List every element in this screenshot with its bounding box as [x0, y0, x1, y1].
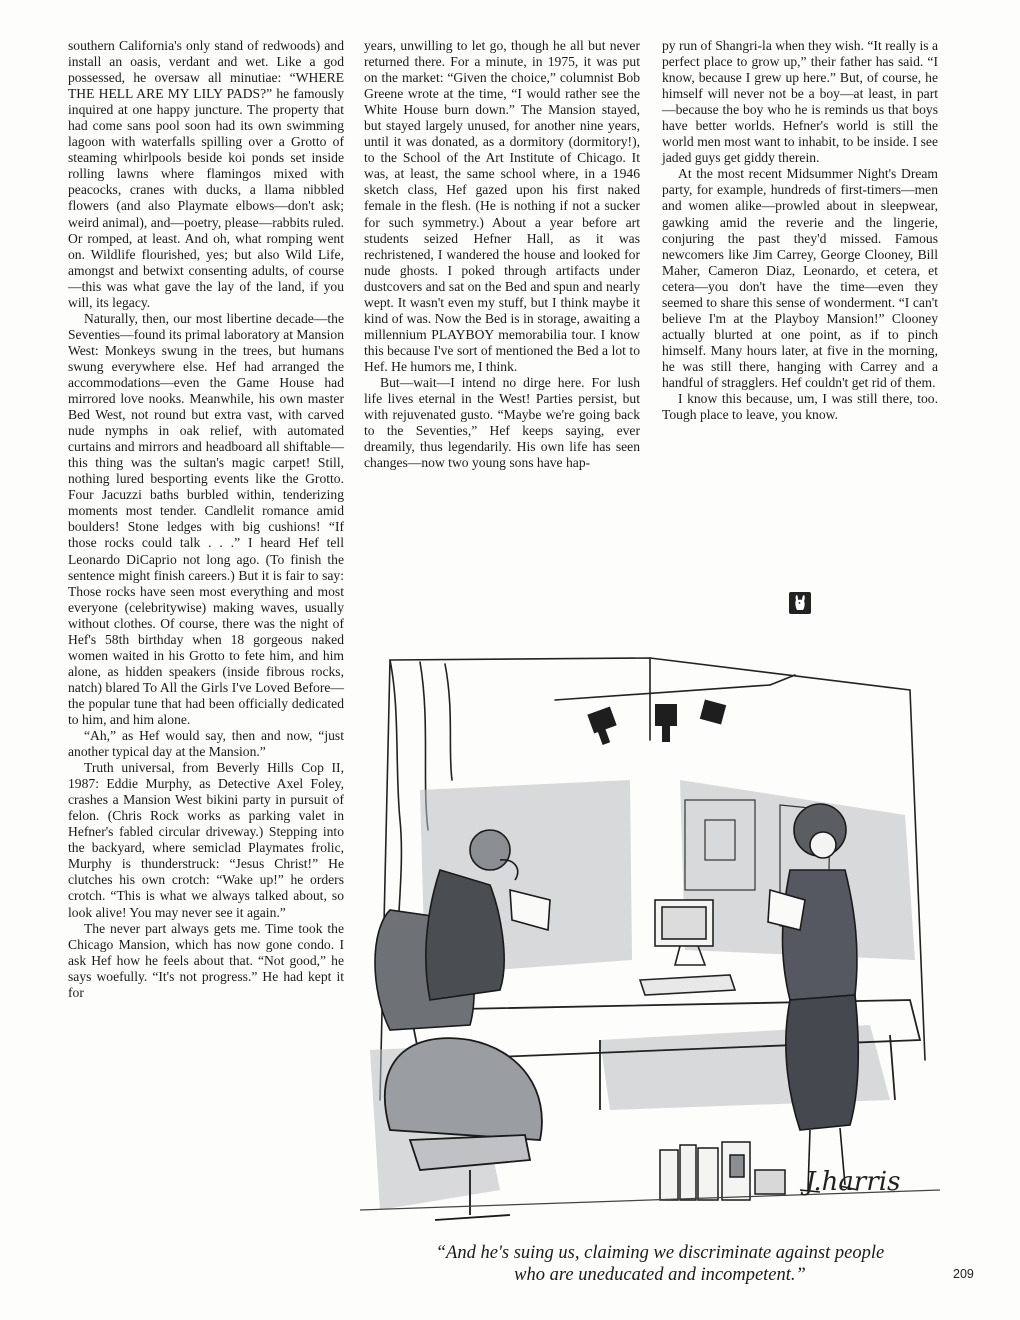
paragraph: Truth universal, from Beverly Hills Cop II, 1987: Eddie Murphy, as Detective Axel Foley, crashes a Mansion West bikini party in pursuit of felon. (Chris Rock works as parking valet in Hefner's fabled circular driveway.) Stepping into the backyard, where semiclad Playmates frolic, Murphy is thunderstruck: “Jesus Christ!” He clutches his own crotch: “Wake up!” he orders crotch. “This is what we always talked about, so look alive! You may never see it again.”: [68, 760, 344, 920]
paragraph: years, unwilling to let go, though he all but never returned there. For a minute, in 1975, it was put on the market: “Given the choice,” columnist Bob Greene wrote at the time, “I would rather see the White House burn down.” The Mansion stayed, but stayed largely unused, for another nine years, until it was donated, as a dormitory (dormitory!), to the School of the Art Institute of Chicago. It was, at least, the same school where, in a 1946 sketch class, Hef gazed upon his first naked female in the flesh. (He is nothing if not a sucker for such symmetry.) About a year before art students seized Hefner Hall, as it was rechristened, I wandered the house and looked for nude ghosts. I poked through artifacts under dustcovers and sat on the Bed and spun and nearly wept. It wasn't even my stuff, but I think maybe it kind of was. Now the Bed is in storage, awaiting a millennium PLAYBOY memorabilia tour. I know this because I've sort of mentioned the Bed a lot to Hef. He humors me, I think.: [364, 38, 640, 374]
caption-line-1: “And he's suing us, claiming we discriminate against people: [435, 1243, 885, 1263]
caption-line-2: who are uneducated and incompetent.”: [514, 1265, 806, 1285]
cartoon-illustration: [350, 630, 950, 1235]
cartoon-signature: J.harris: [805, 1167, 901, 1197]
paragraph: But—wait—I intend no dirge here. For lush life lives eternal in the West! Parties persist, but with rejuvenated gusto. “Maybe we're going back to the Seventies,” Hef keeps saying, ever dreamily, thus legendarily. His own life has seen changes—now two young sons have hap-: [364, 374, 640, 471]
article-column-3: [662, 38, 938, 423]
paragraph: southern California's only stand of redwoods) and install an oasis, verdant and wet. Like a god possessed, he oversaw all minutiae: “WHERE THE HELL ARE MY LILY PADS?” he famously inquired at one happy juncture. The property that had come sans pool soon had its own swimming lagoon with waterfalls spilling over a Grotto of steaming whirlpools beside koi ponds set inside rolling lawns where flamingos mixed with peacocks, cranes with ducks, a llama nibbled flowers (and also Playmate elbows—don't ask; weird animal), and—poetry, please—rabbits ruled. Or romped, at least. And oh, what romping went on. Wildlife flourished, yes; but also Wild Life, amongst and betwixt consenting adults, of course—this was what gave the lay of the land, if you will, its legacy.: [68, 38, 344, 310]
paragraph: py run of Shangri-la when they wish. “It really is a perfect place to grow up,” their father has said. “I know, because I grew up here.” But, of course, he himself will never not be a boy—at least, in part—because the boy who he is reminds us that boys have better worlds. Hefner's world is still the world men most want to inhabit, to be inside. I see jaded guys get giddy therein.: [662, 38, 938, 166]
paragraph: “Ah,” as Hef would say, then and now, “just another typical day at the Mansion.”: [68, 728, 344, 760]
article-column-1: [68, 38, 344, 1001]
paragraph: I know this because, um, I was still there, too. Tough place to leave, you know.: [662, 391, 938, 423]
rabbit-head-icon: [789, 592, 811, 614]
page-number: 209: [953, 1267, 974, 1281]
paragraph: Naturally, then, our most libertine decade—the Seventies—found its primal laboratory at Mansion West: Monkeys swung in the trees, but humans swung everywhere else. Hef had arranged the accommodations—even the Game House had mirrored love nooks. Meanwhile, his own master Bed West, not round but extra vast, with carved nude nymphs in oak relief, with automated curtains and mirrors and headboard all shiftable—this thing was the sultan's magic carpet! Still, nothing lured besporting events like the Grotto. Four Jacuzzi baths burbled within, tenderizing moments most tender. Candlelit romance amid boulders! Stone ledges with big cushions! “If those rocks could talk . . .” I heard Hef tell Leonardo DiCaprio not long ago. (To finish the sentence might finish careers.) But it is fair to say: Those rocks have seen most everything and most everyone (celebritywise) making waves, usually without clothes. Of course, there was the night of Hef's 58th birthday when 18 gorgeous naked women waited in his Grotto to fete him, and him alone, as hidden speakers (inside fibrous rocks, natch) blared To All the Girls I've Loved Before—the popular tune that had been officially dedicated to him, and him alone.: [68, 310, 344, 727]
paragraph: At the most recent Midsummer Night's Dream party, for example, hundreds of first-timers—men and women alike—prowled about in sleepwear, gawking amid the reverie and the lingerie, conjuring the past they'd missed. Famous newcomers like Jim Carrey, George Clooney, Bill Maher, Cameron Diaz, Leonardo, et cetera, et cetera—you don't have the time—even they seemed to share this sense of wonderment. “I can't believe I'm at the Playboy Mansion!” Clooney actually blurted at one point, as if to pinch himself. Many hours later, at five in the morning, he was still there, hanging with Carrey and a handful of stragglers. Hef couldn't get rid of them.: [662, 166, 938, 390]
paragraph: The never part always gets me. Time took the Chicago Mansion, which has now gone condo. I ask Hef how he feels about that. “Not good,” he says woefully. “It's not progress.” He had kept it for: [68, 920, 344, 1000]
cartoon-caption: [430, 1242, 890, 1286]
article-column-2: [364, 38, 640, 471]
